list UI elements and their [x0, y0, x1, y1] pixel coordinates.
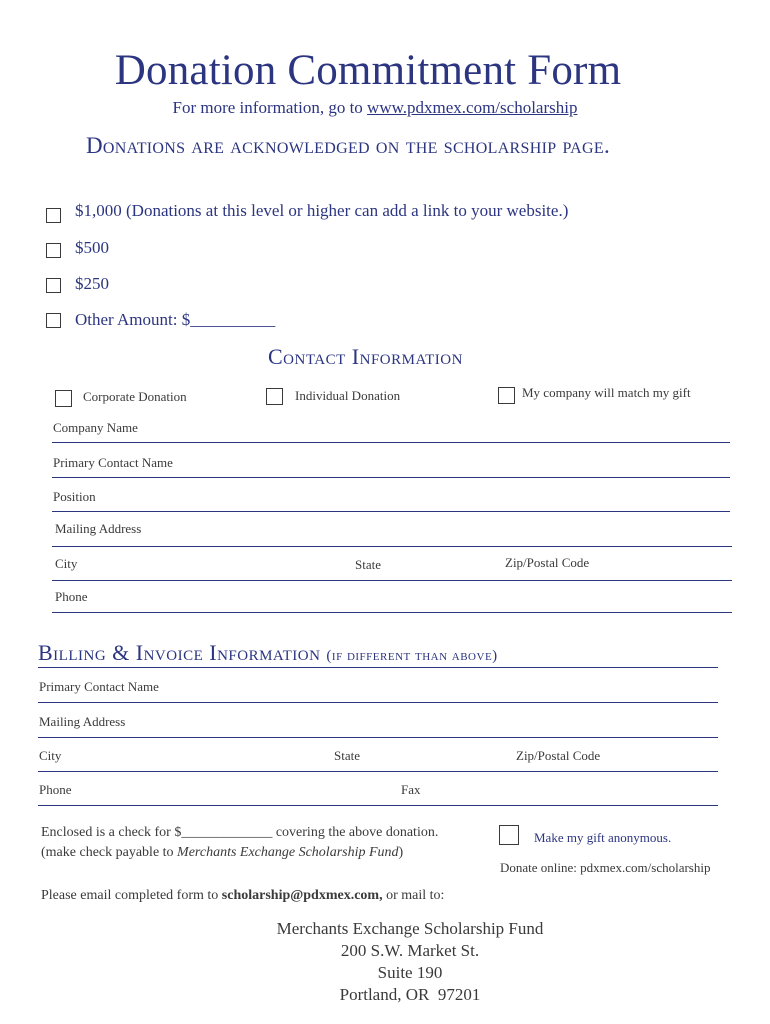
level-1000-checkbox[interactable] [46, 208, 61, 223]
mailing-address-label: Mailing Address [55, 521, 142, 536]
anonymous-gift-label: Make my gift anonymous. [534, 830, 672, 845]
scholarship-link[interactable]: www.pdxmex.com/scholarship [367, 98, 578, 117]
company-match-label: My company will match my gift [522, 385, 691, 400]
donate-online-text: Donate online: pdxmex.com/scholarship [500, 860, 711, 875]
form-title: Donation Commitment Form [114, 47, 622, 94]
billing-heading-rule [38, 667, 718, 668]
phone-field[interactable] [52, 612, 732, 613]
mail-address-line4: Portland, OR 97201 [339, 985, 481, 1004]
acknowledgement-text: Donations are acknowledged on the scholarship page. [86, 133, 611, 158]
billing-heading [38, 640, 498, 666]
billing-zip-label: Zip/Postal Code [516, 748, 601, 763]
corporate-donation-label: Corporate Donation [83, 389, 187, 404]
info-prefix: For more information, go to [172, 98, 368, 117]
primary-contact-field[interactable] [52, 477, 730, 478]
company-name-label: Company Name [53, 420, 138, 435]
level-other-checkbox[interactable] [46, 313, 61, 328]
anonymous-gift-checkbox[interactable] [499, 825, 519, 845]
billing-heading-note: (if different than above) [326, 648, 498, 664]
individual-donation-checkbox[interactable] [266, 388, 283, 405]
email-suffix: or mail to: [382, 888, 445, 903]
billing-phone-label: Phone [39, 782, 72, 797]
billing-fax-label: Fax [401, 782, 421, 797]
billing-primary-contact-field[interactable] [38, 702, 718, 703]
city-state-zip-field[interactable] [52, 580, 732, 581]
check-amount-line: Enclosed is a check for $_____________ covering the above donation. [41, 825, 439, 840]
primary-contact-label: Primary Contact Name [53, 455, 173, 470]
individual-donation-label: Individual Donation [295, 388, 401, 403]
phone-label: Phone [55, 589, 88, 604]
mailing-address-field[interactable] [52, 546, 732, 547]
billing-mailing-field[interactable] [38, 737, 718, 738]
mail-address-line2: 200 S.W. Market St. [340, 941, 480, 960]
position-label: Position [53, 489, 96, 504]
level-250-checkbox[interactable] [46, 278, 61, 293]
level-500-label: $500 [75, 238, 109, 257]
zip-label: Zip/Postal Code [505, 555, 590, 570]
email-instructions [41, 888, 444, 904]
state-label: State [355, 557, 381, 572]
info-line [0, 98, 750, 118]
level-500-checkbox[interactable] [46, 243, 61, 258]
mail-address-line3: Suite 190 [377, 963, 443, 982]
billing-heading-title: Billing & Invoice Information [38, 640, 321, 665]
billing-state-label: State [334, 748, 360, 763]
payable-suffix: ) [398, 845, 404, 860]
city-label: City [55, 556, 78, 571]
company-name-field[interactable] [52, 442, 730, 443]
payable-prefix: (make check payable to [41, 845, 178, 860]
payable-name: Merchants Exchange Scholarship Fund [177, 845, 399, 860]
corporate-donation-checkbox[interactable] [55, 390, 72, 407]
email-address[interactable]: scholarship@pdxmex.com, [221, 888, 383, 903]
position-field[interactable] [52, 511, 730, 512]
billing-mailing-label: Mailing Address [39, 714, 126, 729]
company-match-checkbox[interactable] [498, 387, 515, 404]
check-payable-line [41, 845, 403, 861]
email-prefix: Please email completed form to [41, 888, 222, 903]
level-other-label: Other Amount: $__________ [75, 310, 276, 329]
billing-city-state-zip-field[interactable] [38, 771, 718, 772]
billing-primary-contact-label: Primary Contact Name [39, 679, 159, 694]
billing-phone-fax-field[interactable] [38, 805, 718, 806]
level-250-label: $250 [75, 274, 109, 293]
level-1000-label: $1,000 (Donations at this level or higher can add a link to your website.) [75, 201, 569, 220]
billing-city-label: City [39, 748, 62, 763]
contact-heading: Contact Information [268, 344, 463, 369]
mail-address-line1: Merchants Exchange Scholarship Fund [276, 919, 544, 938]
